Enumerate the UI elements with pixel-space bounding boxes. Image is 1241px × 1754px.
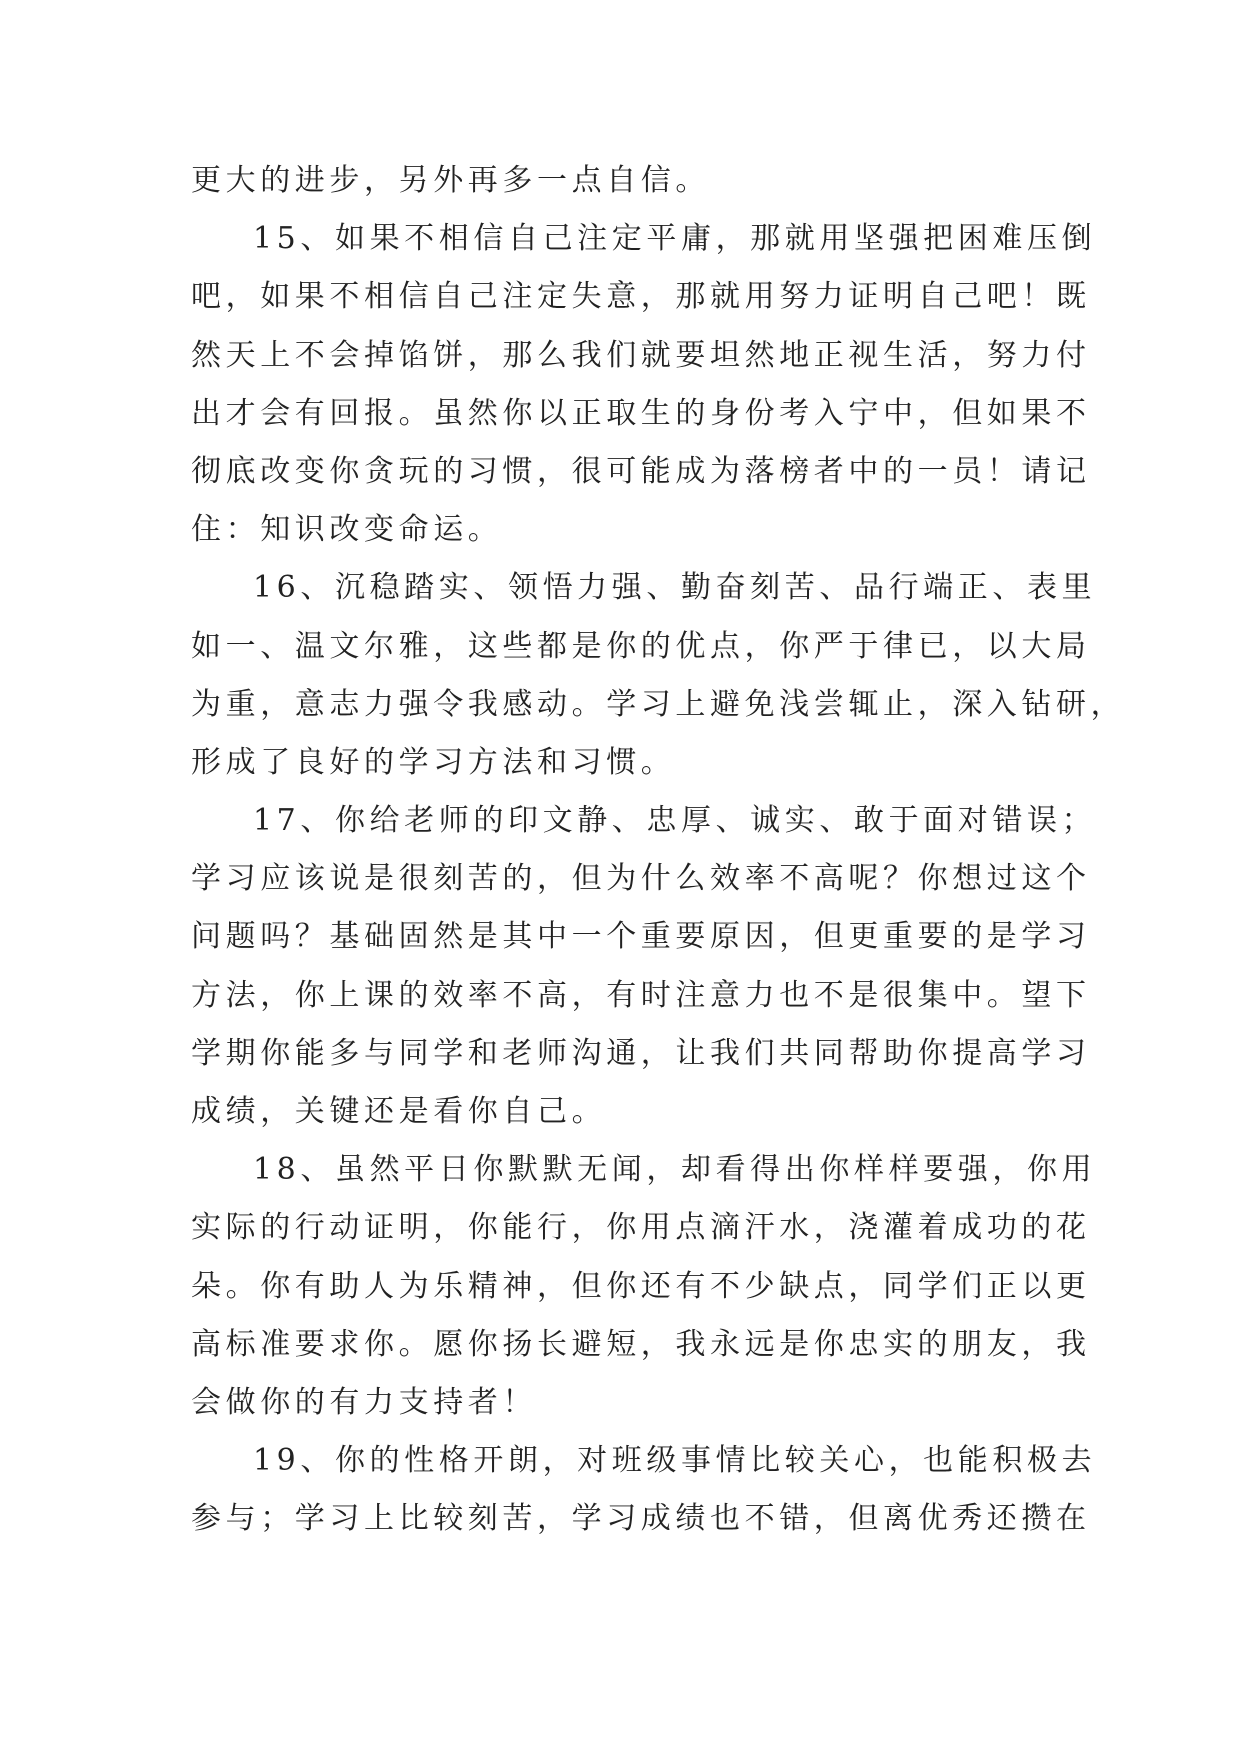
text-line: 为重，意志力强令我感动。学习上避免浅尝辄止，深入钻研， xyxy=(191,686,1126,722)
text-line-first xyxy=(191,559,1097,617)
text-line: 16、沉稳踏实、领悟力强、勤奋刻苦、品行端正、表里 xyxy=(253,570,1097,606)
document-body xyxy=(191,152,1126,1549)
text-line: 住：知识改变命运。 xyxy=(191,512,503,548)
paragraph-comment-17 xyxy=(191,792,1097,1141)
text-line: 然天上不会掉馅饼，那么我们就要坦然地正视生活，努力付 xyxy=(191,337,1091,373)
text-line: 会做你的有力支持者！ xyxy=(191,1384,537,1420)
text-line: 更大的进步，另外再多一点自信。 xyxy=(191,163,710,198)
text-line: 高标准要求你。愿你扬长避短，我永远是你忠实的朋友，我 xyxy=(191,1326,1091,1362)
paragraph-comment-15 xyxy=(191,210,1097,559)
text-line: 学习应该说是很刻苦的，但为什么效率不高呢？你想过这个 xyxy=(191,861,1091,897)
paragraph-continuation xyxy=(191,152,1051,210)
paragraph-comment-16 xyxy=(191,559,1126,792)
text-line-first xyxy=(191,1141,1097,1199)
text-line-first xyxy=(191,792,1097,850)
text-line: 成绩，关键还是看你自己。 xyxy=(191,1094,607,1129)
text-line: 15、如果不相信自己注定平庸，那就用坚强把困难压倒 xyxy=(253,221,1097,257)
text-line-first xyxy=(191,1432,1097,1490)
paragraph-comment-18 xyxy=(191,1141,1097,1432)
text-line: 实际的行动证明，你能行，你用点滴汗水，浇灌着成功的花 xyxy=(191,1210,1091,1246)
text-line: 出才会有回报。虽然你以正取生的身份考入宁中，但如果不 xyxy=(191,395,1091,431)
text-line-first xyxy=(191,210,1097,268)
text-line: 19、你的性格开朗，对班级事情比较关心，也能积极去 xyxy=(253,1443,1097,1479)
text-line: 彻底改变你贪玩的习惯，很可能成为落榜者中的一员！请记 xyxy=(191,453,1091,489)
text-line: 方法，你上课的效率不高，有时注意力也不是很集中。望下 xyxy=(191,977,1091,1013)
text-line: 如一、温文尔雅，这些都是你的优点，你严于律已，以大局 xyxy=(191,628,1091,664)
text-line: 形成了良好的学习方法和习惯。 xyxy=(191,744,676,780)
text-line: 朵。你有助人为乐精神，但你还有不少缺点，同学们正以更 xyxy=(191,1268,1091,1304)
text-line: 参与；学习上比较刻苦，学习成绩也不错，但离优秀还攒在 xyxy=(191,1501,1091,1537)
text-line: 17、你给老师的印文静、忠厚、诚实、敢于面对错误； xyxy=(253,803,1097,839)
paragraph-comment-19 xyxy=(191,1432,1097,1548)
text-line: 吧，如果不相信自己注定失意，那就用努力证明自己吧！既 xyxy=(191,279,1091,315)
text-line: 问题吗？基础固然是其中一个重要原因，但更重要的是学习 xyxy=(191,919,1091,955)
text-line: 18、虽然平日你默默无闻，却看得出你样样要强，你用 xyxy=(253,1152,1097,1188)
text-line: 学期你能多与同学和老师沟通，让我们共同帮助你提高学习 xyxy=(191,1035,1091,1071)
